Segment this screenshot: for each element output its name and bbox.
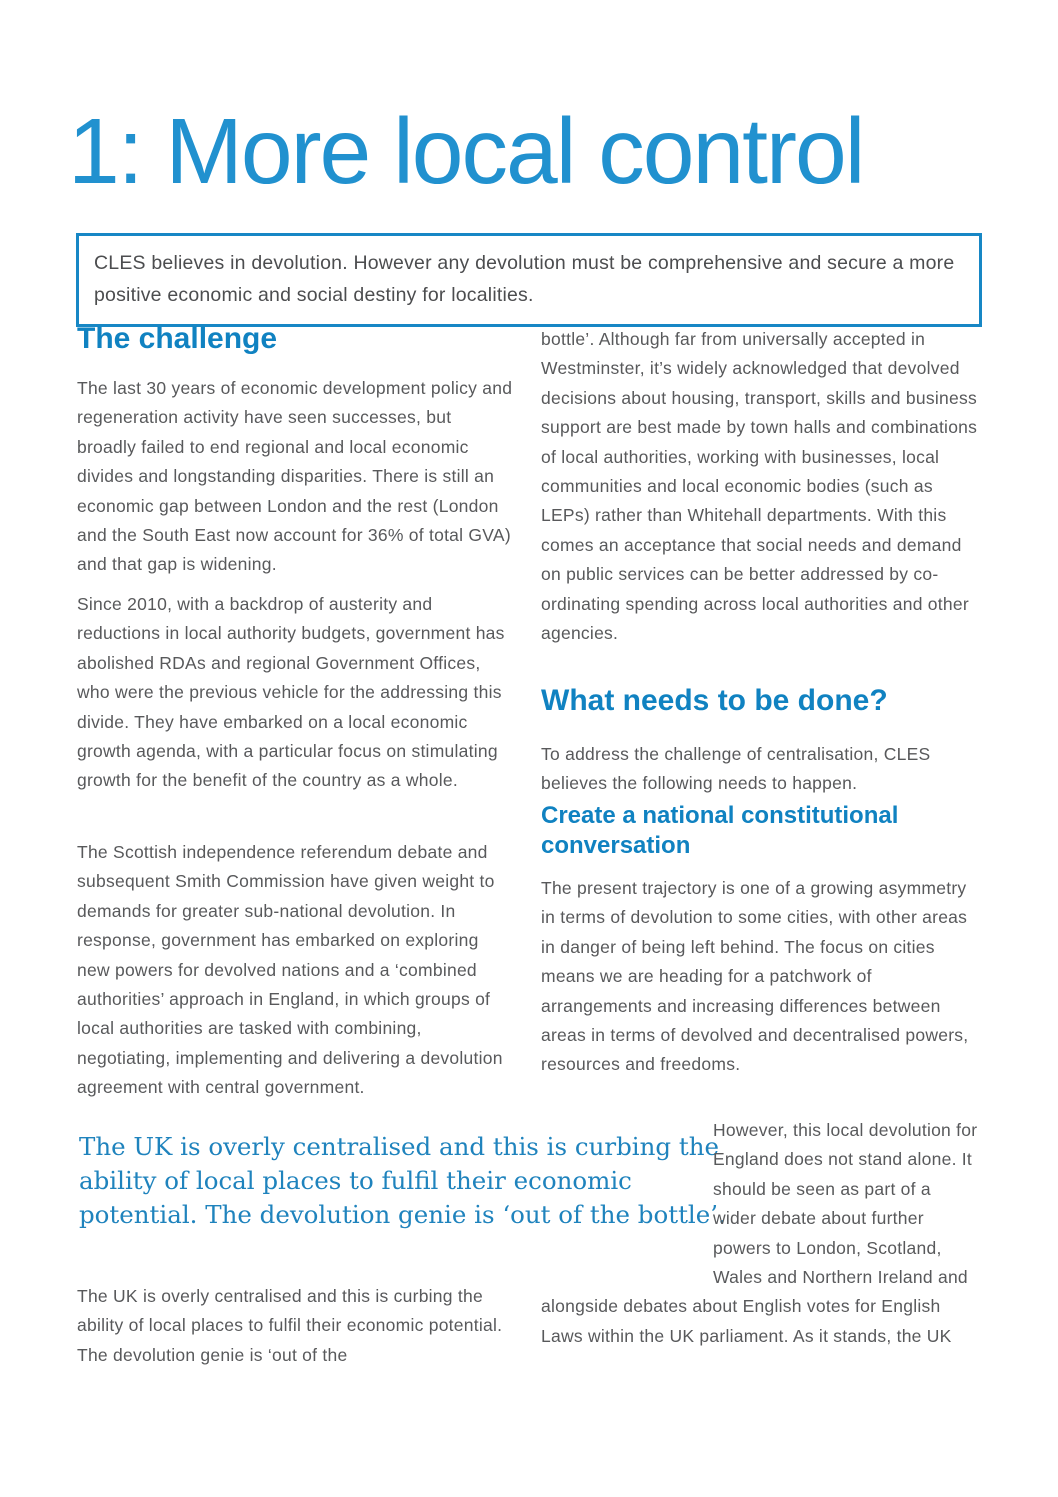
right-paragraph: The present trajectory is one of a growing asymmetry in terms of devolution to some cities, with other areas in danger of being left behind. The focus on cities means we are heading for a patchwork of arrangements and increasing differences between areas in terms of devolved and decentralised powers, resources and freedoms.	[541, 878, 969, 1075]
pull-quote: The UK is overly centralised and this is curbing the ability of local places to fulfil their economic potential. The devolution genie is ‘out of the bottle’.	[79, 1132, 726, 1229]
callout-text: CLES believes in devolution. However any devolution must be comprehensive and secure a more positive economic and social destiny for localities.	[94, 252, 955, 306]
right-wrap-paragraph: However, this local devolution for England does not stand alone. It should be seen as part of a wider debate about further powers to London, Scotland, Wales and Northern Ireland and alongside debates about English votes for English Laws within the UK parliament. As it stands, the UK	[541, 1120, 978, 1346]
left-closing-paragraph: The UK is overly centralised and this is curbing the ability of local places to fulfil their economic potential. The devolution genie is ‘out of the	[77, 1286, 503, 1365]
right-continuation-paragraph: bottle’. Although far from universally accepted in Westminster, it’s widely acknowledged that devolved decisions about housing, transport, skills and business support are best made by town halls and combinations of local authorities, working with businesses, local communities and local economic bodies (such as LEPs) rather than Whitehall departments. With this comes an acceptance that social needs and demand on public services can be better addressed by co-ordinating spending across local authorities and other agencies.	[541, 329, 978, 644]
left-paragraph-3: The Scottish independence referendum debate and subsequent Smith Commission have given weight to demands for greater sub-national devolution. In response, government has embarked on exploring new powers for devolved nations and a ‘combined authorities’ approach in England, in which groups of local authorities are tasked with combining, negotiating, implementing and delivering a devolution agreement with central government.	[77, 842, 503, 1098]
heading-the-challenge: The challenge	[77, 322, 278, 355]
page-title: 1: More local control	[68, 99, 864, 203]
pull-quote-wrap-spacer	[541, 1116, 713, 1286]
heading-what-needs-to-be-done: What needs to be done?	[541, 684, 888, 717]
subheading-create-national-constitutional-conversation: Create a national constitutional conversation	[541, 802, 899, 859]
right-intro-paragraph: To address the challenge of centralisation, CLES believes the following needs to happen.	[541, 744, 931, 794]
left-paragraph-1: The last 30 years of economic development policy and regeneration activity have seen successes, but broadly failed to end regional and local economic divides and longstanding disparities. There is still an economic gap between London and the rest (London and the South East now account for 36% of total GVA) and that gap is widening.	[77, 378, 513, 575]
right-wrap-paragraph-container	[541, 1116, 979, 1351]
left-paragraph-2: Since 2010, with a backdrop of austerity and reductions in local authority budgets, government has abolished RDAs and regional Government Offices, who were the previous vehicle for the addressing this divide. They have embarked on a local economic growth agenda, with a particular focus on stimulating growth for the benefit of the country as a whole.	[77, 594, 505, 791]
callout-box	[76, 233, 982, 327]
